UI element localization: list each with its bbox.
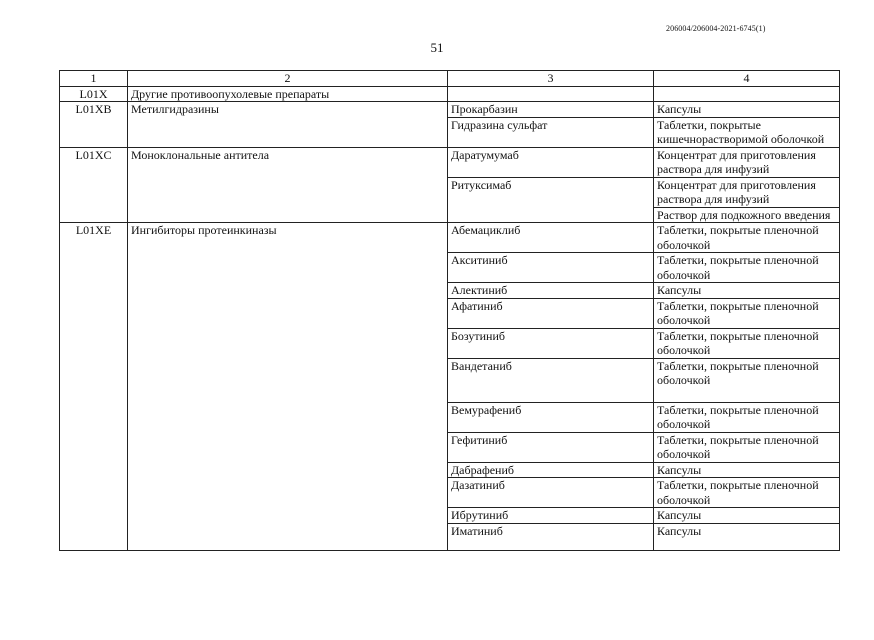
dosage-form: Таблетки, покрытые пленочной оболочкой <box>654 328 840 358</box>
dosage-form: Таблетки, покрытые кишечнорастворимой оболочкой <box>654 117 840 147</box>
dosage-form: Капсулы <box>654 508 840 524</box>
dosage-form <box>654 86 840 102</box>
dosage-form: Таблетки, покрытые пленочной оболочкой <box>654 358 840 402</box>
column-header-1: 1 <box>60 71 128 87</box>
dosage-form: Концентрат для приготовления раствора для инфузий <box>654 177 840 207</box>
drug-name: Афатиниб <box>448 298 654 328</box>
dosage-form: Таблетки, покрытые пленочной оболочкой <box>654 253 840 283</box>
atc-group-name: Другие противоопухолевые препараты <box>128 86 448 102</box>
dosage-form: Концентрат для приготовления раствора для инфузий <box>654 147 840 177</box>
drug-name: Иматиниб <box>448 523 654 538</box>
column-header-3: 3 <box>448 71 654 87</box>
drug-name: Акситиниб <box>448 253 654 283</box>
drug-name: Даратумумаб <box>448 147 654 177</box>
drug-name: Абемациклиб <box>448 223 654 253</box>
table-header <box>60 71 840 87</box>
dosage-form: Капсулы <box>654 523 840 538</box>
drug-name: Бозутиниб <box>448 328 654 358</box>
drug-name: Дабрафениб <box>448 462 654 478</box>
page-number: 51 <box>430 40 444 55</box>
atc-code: L01XB <box>60 102 128 148</box>
atc-code: L01XE <box>60 223 128 551</box>
dosage-form: Таблетки, покрытые пленочной оболочкой <box>654 223 840 253</box>
drug-name: Вандетаниб <box>448 358 654 402</box>
table-body <box>60 86 840 551</box>
column-header-2: 2 <box>128 71 448 87</box>
drug-name: Гидразина сульфат <box>448 117 654 147</box>
column-header-4: 4 <box>654 71 840 87</box>
drug-table <box>59 70 840 551</box>
drug-name: Вемурафениб <box>448 402 654 432</box>
drug-name: Прокарбазин <box>448 102 654 118</box>
dosage-form: Капсулы <box>654 102 840 118</box>
drug-name: Алектиниб <box>448 283 654 299</box>
table-row <box>60 86 840 102</box>
dosage-form: Раствор для подкожного введения <box>654 207 840 223</box>
dosage-form: Капсулы <box>654 283 840 299</box>
drug-name: Ритуксимаб <box>448 177 654 223</box>
atc-group-name: Моноклональные антитела <box>128 147 448 223</box>
dosage-form: Таблетки, покрытые пленочной оболочкой <box>654 478 840 508</box>
table-row <box>60 147 840 177</box>
drug-name: Ибрутиниб <box>448 508 654 524</box>
empty-cell <box>448 538 654 551</box>
drug-name: Дазатиниб <box>448 478 654 508</box>
header-row <box>60 71 840 87</box>
drug-name: Гефитиниб <box>448 432 654 462</box>
atc-group-name: Метилгидразины <box>128 102 448 148</box>
dosage-form: Таблетки, покрытые пленочной оболочкой <box>654 298 840 328</box>
dosage-form: Таблетки, покрытые пленочной оболочкой <box>654 402 840 432</box>
empty-cell <box>654 538 840 551</box>
atc-code: L01X <box>60 86 128 102</box>
table-row <box>60 102 840 118</box>
dosage-form: Таблетки, покрытые пленочной оболочкой <box>654 432 840 462</box>
atc-code: L01XC <box>60 147 128 223</box>
drug-name <box>448 86 654 102</box>
dosage-form: Капсулы <box>654 462 840 478</box>
table-row <box>60 223 840 253</box>
atc-group-name: Ингибиторы протеинкиназы <box>128 223 448 551</box>
document-id: 206004/206004-2021-6745(1) <box>666 24 766 33</box>
